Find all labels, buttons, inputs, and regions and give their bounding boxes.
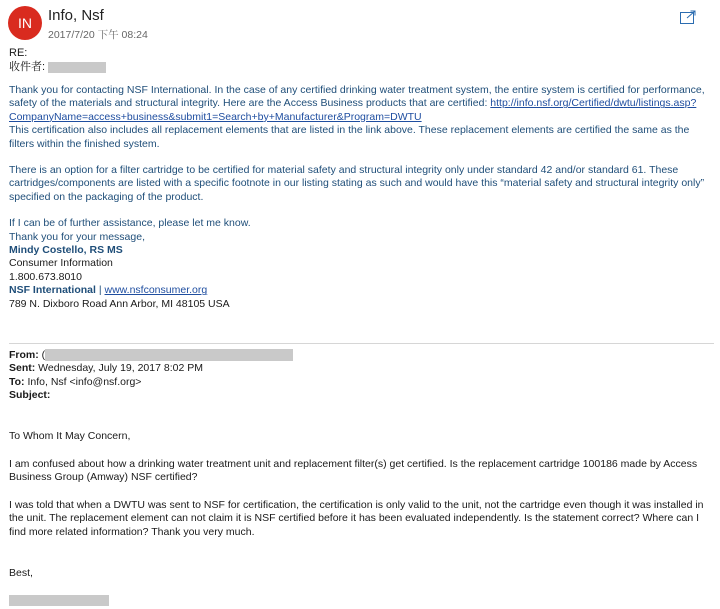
- from-line: [9, 349, 714, 362]
- certified-listings-link[interactable]: http://info.nsf.org/Certified/dwtu/listings.asp?CompanyName=access+business&submit1=Search+by+Manufacturer&Program=DWTU: [9, 97, 697, 123]
- redacted-recipient: [48, 62, 106, 73]
- sent-line: [9, 362, 714, 375]
- signature-phone: 1.800.673.8010: [9, 270, 82, 283]
- reply-body: [9, 84, 714, 311]
- signature-separator: |: [95, 284, 105, 297]
- signature-website-link[interactable]: www.nsfconsumer.org: [104, 284, 208, 297]
- from-label: From:: [9, 349, 39, 361]
- to-label: To:: [9, 375, 25, 388]
- reply-paragraph-2: This certification also includes all replacement elements that are listed in the link above. These replacement elements are certified the same as the filters within the finished system.: [9, 124, 690, 150]
- signature-org-line: [9, 284, 714, 297]
- subject-line: RE:: [9, 47, 28, 59]
- sent-label: Sent:: [9, 362, 36, 375]
- to-value: Info, Nsf <info@nsf.org>: [27, 375, 142, 388]
- original-greeting: To Whom It May Concern,: [9, 430, 131, 442]
- signature-name: Mindy Costello, RS MS: [9, 244, 123, 257]
- redacted-signature: [9, 595, 109, 606]
- reply-paragraph-5: Thank you for your message,: [9, 230, 145, 243]
- original-closing: Best,: [9, 566, 33, 579]
- signature-org: NSF International: [9, 284, 96, 297]
- message-divider: [9, 343, 714, 344]
- from-value: (: [41, 349, 46, 361]
- reply-paragraph-4: If I can be of further assistance, please let me know.: [9, 217, 251, 230]
- reply-paragraph-1-text: Thank you for contacting NSF International. In the case of any certified drinking water treatment system, the entire system is certified for performance, safety of the materials and structural integrity. Here are the Access Business products that are certified:: [9, 84, 705, 110]
- subject-label: Subject:: [9, 389, 51, 402]
- to-line: [9, 376, 714, 389]
- original-paragraph-1: I am confused about how a drinking water treatment unit and replacement filter(s) get certified. Is the replacement cartridge 100186 made by Access Business Group (Amway) NSF certified?: [9, 457, 698, 484]
- reply-paragraph-1: [9, 84, 714, 124]
- sent-value: Wednesday, July 19, 2017 8:02 PM: [38, 362, 203, 375]
- reply-paragraph-3: There is an option for a filter cartridge to be certified for material safety and structural integrity only under standard 42 and/or standard 61. These cartridges/components are listed with a specific footnote in our listing stating as such and would have this “material safety and structural integrity only” specified on the packaging of the product.: [9, 164, 705, 203]
- message-meta: [9, 46, 106, 74]
- original-message-body: [9, 430, 717, 608]
- message-date: 2017/7/20 下午 08:24: [48, 29, 148, 41]
- redacted-sender: [45, 349, 293, 361]
- original-paragraph-2: I was told that when a DWTU was sent to NSF for certification, the certification is only valid to the unit, not the cartridge even though it was installed in the unit. The replacement element can not claim it is NSF certified before it has been evaluated independently. Is the statement correct? Where can I find more related information? Thank you very much.: [9, 498, 704, 538]
- original-message-header: [9, 349, 714, 403]
- popout-icon[interactable]: [680, 10, 696, 24]
- recipient-label: 收件者:: [9, 61, 46, 73]
- signature-address: 789 N. Dixboro Road Ann Arbor, MI 48105 USA: [9, 297, 230, 310]
- sender-name[interactable]: Info, Nsf: [48, 7, 104, 24]
- signature-title: Consumer Information: [9, 257, 113, 270]
- subject-line-original: [9, 389, 714, 402]
- sender-avatar[interactable]: IN: [8, 6, 42, 40]
- recipient-line: [9, 60, 106, 74]
